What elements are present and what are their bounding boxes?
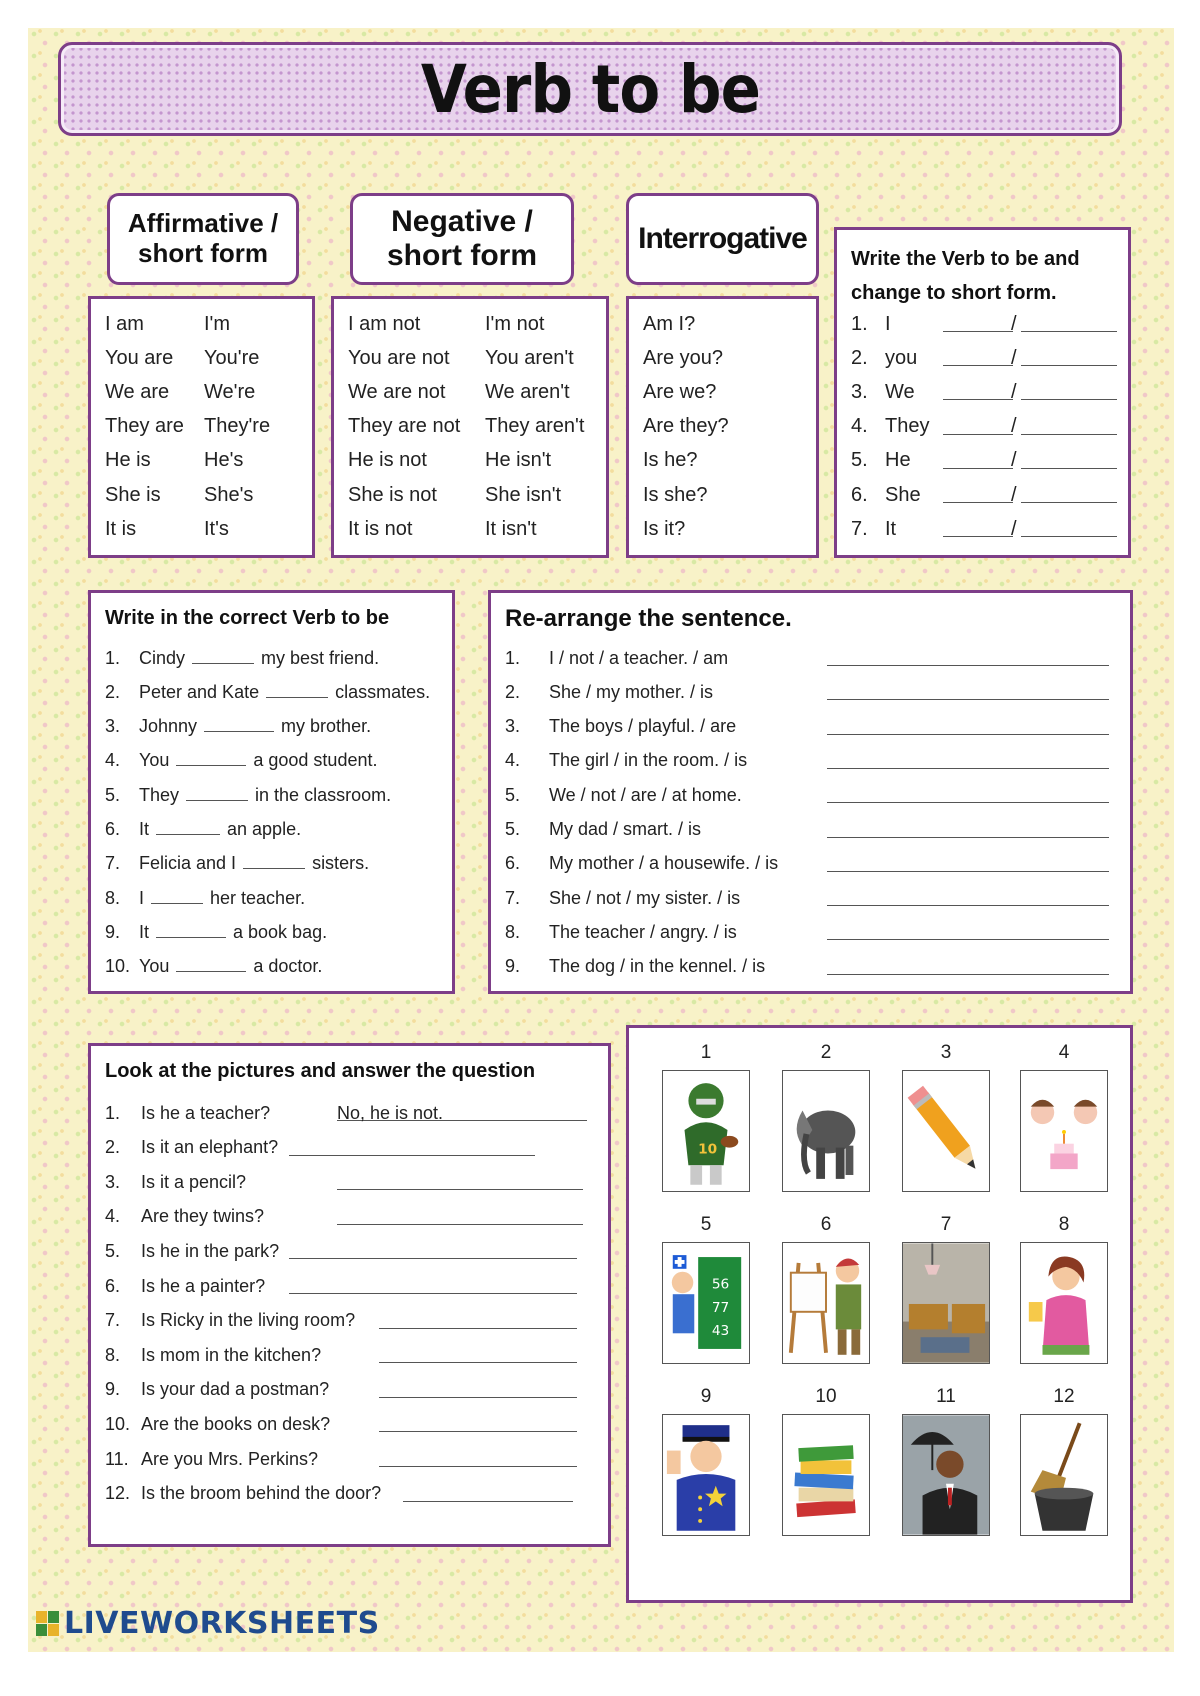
affirmative-full: She is bbox=[105, 483, 161, 506]
slash-divider: / bbox=[1011, 517, 1017, 540]
pronoun: you bbox=[885, 346, 918, 369]
sentence-end: in the classroom. bbox=[255, 784, 392, 805]
answer-line[interactable] bbox=[289, 1293, 577, 1294]
shortform-item bbox=[837, 375, 1128, 409]
negative-short: You aren't bbox=[485, 346, 574, 369]
title-banner bbox=[58, 42, 1122, 136]
affirmative-short: I'm bbox=[204, 312, 231, 335]
scrambled-sentence: My dad / smart. / is bbox=[549, 819, 702, 839]
picture-question-item bbox=[91, 1442, 608, 1476]
question-text: Is he a teacher? bbox=[141, 1102, 271, 1123]
books-stack-icon bbox=[782, 1414, 870, 1536]
affirmative-full: They are bbox=[105, 415, 184, 438]
sentence-start: They bbox=[139, 784, 180, 805]
verb-blank[interactable] bbox=[156, 937, 226, 938]
sentence-end: her teacher. bbox=[210, 887, 306, 908]
rearrange-item bbox=[491, 744, 1130, 778]
rearrange-item bbox=[491, 847, 1130, 881]
answer-line[interactable] bbox=[827, 699, 1109, 700]
elephant-icon bbox=[782, 1070, 870, 1192]
rearrange-heading: Re-arrange the sentence. bbox=[505, 605, 792, 632]
scrambled-sentence: The dog / in the kennel. / is bbox=[549, 956, 766, 977]
answer-line[interactable] bbox=[337, 1189, 583, 1190]
sentence bbox=[139, 853, 369, 874]
answer-line[interactable] bbox=[827, 768, 1109, 769]
picture-number: 8 bbox=[1058, 1214, 1070, 1235]
svg-text:56: 56 bbox=[711, 1276, 730, 1293]
item-number: 12. bbox=[105, 1483, 131, 1504]
tab-interrogative bbox=[626, 193, 819, 285]
negative-row bbox=[334, 341, 606, 375]
picture-number: 1 bbox=[700, 1042, 712, 1063]
answer-line[interactable] bbox=[379, 1466, 577, 1467]
picture-number: 6 bbox=[820, 1214, 832, 1235]
affirmative-short: He's bbox=[204, 449, 244, 472]
sentence-end: an apple. bbox=[227, 819, 302, 839]
slash-divider: / bbox=[1011, 380, 1017, 403]
correct-verb-item bbox=[91, 950, 452, 984]
answer-line[interactable] bbox=[827, 734, 1109, 735]
logo-blocks-icon bbox=[36, 1611, 60, 1637]
picture-question-item bbox=[91, 1477, 608, 1511]
picture-question-item bbox=[91, 1131, 608, 1165]
sentence-start: You bbox=[139, 956, 170, 977]
tab-interrogative-label: Interrogative bbox=[638, 221, 807, 255]
answer-blank-short[interactable] bbox=[1021, 399, 1117, 400]
item-number: 1. bbox=[505, 647, 521, 668]
negative-full: They are not bbox=[348, 415, 461, 438]
item-number: 3. bbox=[851, 380, 868, 403]
affirmative-short: We're bbox=[204, 380, 256, 403]
sentence-end: a good student. bbox=[253, 750, 378, 771]
correct-verb-item bbox=[91, 710, 452, 744]
living-room-icon bbox=[902, 1242, 990, 1364]
correct-verb-item bbox=[91, 915, 452, 949]
verb-blank[interactable] bbox=[204, 731, 274, 732]
picture-number: 12 bbox=[1053, 1386, 1075, 1407]
sentence bbox=[139, 750, 377, 771]
item-number: 1. bbox=[105, 1102, 121, 1123]
scrambled-sentence: I / not / a teacher. / am bbox=[549, 647, 729, 668]
verb-blank[interactable] bbox=[266, 697, 328, 698]
sentence-end: classmates. bbox=[335, 681, 431, 702]
sentence bbox=[139, 682, 430, 703]
picture-questions-heading: Look at the pictures and answer the question bbox=[105, 1060, 536, 1082]
item-number: 5. bbox=[505, 819, 521, 839]
item-number: 7. bbox=[505, 887, 521, 908]
svg-text:43: 43 bbox=[711, 1323, 730, 1340]
interrogative-question: Is it? bbox=[643, 517, 686, 540]
answer-line[interactable] bbox=[379, 1431, 577, 1432]
sentence bbox=[139, 922, 327, 943]
page-title: Verb to be bbox=[420, 50, 760, 128]
scrambled-sentence: She / not / my sister. / is bbox=[549, 887, 741, 908]
sentence-start: Johnny bbox=[139, 716, 198, 737]
slash-divider: / bbox=[1011, 346, 1017, 369]
answer-line[interactable] bbox=[379, 1328, 577, 1329]
answer-line[interactable] bbox=[827, 939, 1109, 940]
shortform-item bbox=[837, 307, 1128, 341]
scrambled-sentence: We / not / are / at home. bbox=[549, 784, 742, 805]
item-number: 6. bbox=[851, 483, 868, 506]
item-number: 1. bbox=[105, 647, 121, 668]
verb-blank[interactable] bbox=[156, 834, 220, 835]
sentence-end: my brother. bbox=[281, 716, 372, 737]
picture-number: 10 bbox=[815, 1386, 837, 1407]
correct-verb-heading: Write in the correct Verb to be bbox=[105, 607, 390, 629]
shortform-item bbox=[837, 444, 1128, 478]
correct-verb-item bbox=[91, 744, 452, 778]
answer-line[interactable] bbox=[827, 665, 1109, 666]
scrambled-sentence: The teacher / angry. / is bbox=[549, 921, 737, 942]
affirmative-short: It's bbox=[204, 517, 229, 540]
pronoun: She bbox=[885, 483, 921, 506]
picture-question-item bbox=[91, 1304, 608, 1338]
item-number: 3. bbox=[105, 716, 121, 737]
interrogative-row bbox=[629, 341, 816, 375]
picture-number: 4 bbox=[1058, 1042, 1070, 1063]
negative-full: He is not bbox=[348, 449, 427, 472]
question-text: Is it an elephant? bbox=[141, 1137, 279, 1158]
picture-question-item bbox=[91, 1200, 608, 1234]
correct-verb-item bbox=[91, 881, 452, 915]
answer-line[interactable] bbox=[827, 974, 1109, 975]
pronoun: I bbox=[885, 312, 891, 335]
rearrange-item bbox=[491, 778, 1130, 812]
rearrange-item bbox=[491, 710, 1130, 744]
pronoun: They bbox=[885, 415, 930, 438]
answer-line[interactable] bbox=[379, 1397, 577, 1398]
item-number: 2. bbox=[505, 681, 521, 702]
rearrange-item bbox=[491, 950, 1130, 984]
rearrange-item bbox=[491, 881, 1130, 915]
teacher-chalkboard-icon bbox=[662, 1242, 750, 1364]
item-number: 4. bbox=[105, 750, 121, 771]
broom-bucket-icon bbox=[1020, 1414, 1108, 1536]
item-number: 2. bbox=[105, 681, 121, 702]
interrogative-question: Is he? bbox=[643, 449, 698, 472]
negative-short: She isn't bbox=[485, 483, 562, 506]
item-number: 5. bbox=[851, 449, 868, 472]
question-text: Are the books on desk? bbox=[141, 1413, 331, 1434]
verb-blank[interactable] bbox=[192, 663, 254, 664]
verb-blank[interactable] bbox=[151, 903, 203, 904]
item-number: 6. bbox=[105, 819, 121, 839]
scrambled-sentence: The boys / playful. / are bbox=[549, 716, 737, 737]
sentence-end: sisters. bbox=[312, 853, 370, 874]
item-number: 4. bbox=[851, 415, 868, 438]
pronoun: We bbox=[885, 380, 915, 403]
svg-text:10: 10 bbox=[698, 1141, 718, 1158]
answer-blank-full[interactable] bbox=[943, 536, 1013, 537]
item-number: 9. bbox=[105, 1379, 121, 1400]
shortform-exercise bbox=[834, 227, 1131, 558]
slash-divider: / bbox=[1011, 483, 1017, 506]
negative-full: We are not bbox=[348, 380, 446, 403]
item-number: 6. bbox=[505, 853, 521, 874]
shortform-heading: Write the Verb to be and change to short form. bbox=[851, 248, 1080, 304]
negative-full: It is not bbox=[348, 517, 413, 540]
item-number: 7. bbox=[105, 1310, 121, 1331]
interrogative-question: Are they? bbox=[643, 415, 729, 438]
negative-full: I am not bbox=[348, 312, 421, 335]
tab-negative-label: Negative / short form bbox=[387, 204, 537, 272]
negative-full: You are not bbox=[348, 346, 450, 369]
question-text: Is the broom behind the door? bbox=[141, 1483, 382, 1504]
answer-blank-full[interactable] bbox=[943, 468, 1013, 469]
liveworksheets-logo bbox=[36, 1606, 380, 1641]
answer-blank-short[interactable] bbox=[1021, 502, 1117, 503]
scrambled-sentence: The girl / in the room. / is bbox=[549, 750, 748, 771]
sentence bbox=[139, 648, 379, 669]
scrambled-sentence: My mother / a housewife. / is bbox=[549, 853, 779, 874]
sentence-start: Felicia and I bbox=[139, 853, 237, 874]
item-number: 5. bbox=[105, 784, 121, 805]
affirmative-full: It is bbox=[105, 517, 137, 540]
negative-short: It isn't bbox=[485, 517, 537, 540]
correct-verb-item bbox=[91, 778, 452, 812]
interrogative-row bbox=[629, 444, 816, 478]
scrambled-sentence: She / my mother. / is bbox=[549, 681, 714, 702]
sentence-start: It bbox=[139, 819, 150, 839]
item-number: 10. bbox=[105, 1413, 131, 1434]
picture-question-item bbox=[91, 1407, 608, 1441]
sentence-start: It bbox=[139, 921, 150, 942]
answer-line[interactable] bbox=[827, 802, 1109, 803]
picture-number: 9 bbox=[700, 1386, 712, 1407]
sentence-end: a book bag. bbox=[233, 921, 328, 942]
picture-question-item bbox=[91, 1269, 608, 1303]
affirmative-row bbox=[91, 375, 312, 409]
pictures-panel bbox=[626, 1025, 1133, 1603]
question-text: Is he a painter? bbox=[141, 1275, 266, 1296]
interrogative-row bbox=[629, 375, 816, 409]
shortform-item bbox=[837, 512, 1128, 546]
correct-verb-item bbox=[91, 675, 452, 709]
tab-affirmative bbox=[107, 193, 299, 285]
answer-line[interactable] bbox=[337, 1224, 583, 1225]
interrogative-row bbox=[629, 307, 816, 341]
negative-row bbox=[334, 410, 606, 444]
item-number: 5. bbox=[105, 1240, 121, 1261]
football-player-icon bbox=[662, 1070, 750, 1192]
item-number: 10. bbox=[105, 956, 131, 977]
correct-verb-item bbox=[91, 813, 452, 847]
police-officer-icon bbox=[662, 1414, 750, 1536]
negative-row bbox=[334, 444, 606, 478]
interrogative-question: Is she? bbox=[643, 483, 708, 506]
affirmative-row bbox=[91, 410, 312, 444]
sentence bbox=[139, 888, 305, 909]
answer-line[interactable] bbox=[827, 871, 1109, 872]
picture-number: 5 bbox=[700, 1214, 712, 1235]
interrogative-row bbox=[629, 512, 816, 546]
verb-blank[interactable] bbox=[186, 800, 248, 801]
item-number: 5. bbox=[505, 784, 521, 805]
item-number: 4. bbox=[105, 1206, 121, 1227]
answer-line[interactable] bbox=[379, 1362, 577, 1363]
picture-number: 11 bbox=[936, 1386, 956, 1407]
pencil-icon bbox=[902, 1070, 990, 1192]
logo-text: LIVEWORKSHEETS bbox=[64, 1606, 380, 1641]
answer-blank-full[interactable] bbox=[943, 399, 1013, 400]
svg-text:77: 77 bbox=[711, 1299, 730, 1316]
answer-blank-short[interactable] bbox=[1021, 365, 1117, 366]
affirmative-table bbox=[88, 296, 315, 558]
slash-divider: / bbox=[1011, 415, 1017, 438]
sentence bbox=[139, 785, 391, 806]
item-number: 4. bbox=[505, 750, 521, 771]
interrogative-row bbox=[629, 410, 816, 444]
affirmative-full: You are bbox=[105, 346, 174, 369]
item-number: 9. bbox=[105, 921, 121, 942]
shortform-item bbox=[837, 478, 1128, 512]
picture-questions-exercise bbox=[88, 1043, 611, 1547]
answer-blank-short[interactable] bbox=[1021, 468, 1117, 469]
rearrange-item bbox=[491, 641, 1130, 675]
negative-row bbox=[334, 512, 606, 546]
negative-full: She is not bbox=[348, 483, 437, 506]
answer-line[interactable] bbox=[827, 837, 1109, 838]
interrogative-list bbox=[626, 296, 819, 558]
man-umbrella-icon bbox=[902, 1414, 990, 1536]
item-number: 8. bbox=[105, 1344, 121, 1365]
picture-number: 3 bbox=[940, 1042, 952, 1063]
sentence bbox=[139, 956, 322, 977]
negative-row bbox=[334, 478, 606, 512]
sentence-start: Cindy bbox=[139, 647, 186, 668]
rearrange-item bbox=[491, 915, 1130, 949]
interrogative-question: Am I? bbox=[643, 312, 696, 335]
negative-row bbox=[334, 307, 606, 341]
answer-blank-full[interactable] bbox=[943, 365, 1013, 366]
answer-line[interactable] bbox=[289, 1258, 577, 1259]
twins-birthday-cake-icon bbox=[1020, 1070, 1108, 1192]
item-number: 2. bbox=[105, 1137, 121, 1158]
sentence-start: Peter and Kate bbox=[139, 681, 260, 702]
affirmative-row bbox=[91, 444, 312, 478]
rearrange-item bbox=[491, 813, 1130, 847]
question-text: Are you Mrs. Perkins? bbox=[141, 1448, 319, 1469]
item-number: 11. bbox=[105, 1448, 129, 1469]
affirmative-full: We are bbox=[105, 380, 170, 403]
answer-line[interactable] bbox=[403, 1501, 573, 1502]
item-number: 6. bbox=[105, 1275, 121, 1296]
affirmative-row bbox=[91, 512, 312, 546]
answer-line[interactable] bbox=[289, 1155, 535, 1156]
picture-question-item bbox=[91, 1096, 608, 1130]
shortform-item bbox=[837, 410, 1128, 444]
item-number: 7. bbox=[851, 517, 868, 540]
answer-blank-full[interactable] bbox=[943, 331, 1013, 332]
question-text: Is it a pencil? bbox=[141, 1171, 247, 1192]
slash-divider: / bbox=[1011, 312, 1017, 335]
affirmative-short: She's bbox=[204, 483, 254, 506]
interrogative-question: Are we? bbox=[643, 380, 717, 403]
item-number: 2. bbox=[851, 346, 868, 369]
item-number: 1. bbox=[851, 312, 868, 335]
affirmative-short: You're bbox=[204, 346, 260, 369]
correct-verb-exercise bbox=[88, 590, 455, 994]
verb-blank[interactable] bbox=[176, 971, 246, 972]
tab-negative bbox=[350, 193, 574, 285]
answer-line[interactable] bbox=[827, 905, 1109, 906]
sentence-end: my best friend. bbox=[261, 647, 380, 668]
pronoun: It bbox=[885, 517, 897, 540]
item-number: 3. bbox=[505, 716, 521, 737]
interrogative-question: Are you? bbox=[643, 346, 724, 369]
affirmative-row bbox=[91, 478, 312, 512]
affirmative-short: They're bbox=[204, 415, 271, 438]
tab-affirmative-label: Affirmative / short form bbox=[127, 208, 279, 268]
question-text: Is mom in the kitchen? bbox=[141, 1344, 322, 1365]
picture-question-item bbox=[91, 1165, 608, 1199]
negative-short: I'm not bbox=[485, 312, 545, 335]
sentence-start: You bbox=[139, 750, 170, 771]
correct-verb-item bbox=[91, 847, 452, 881]
negative-short: They aren't bbox=[485, 415, 585, 438]
correct-verb-item bbox=[91, 641, 452, 675]
shortform-item bbox=[837, 341, 1128, 375]
slash-divider: / bbox=[1011, 449, 1017, 472]
affirmative-row bbox=[91, 307, 312, 341]
question-text: Is Ricky in the living room? bbox=[141, 1310, 356, 1331]
negative-short: He isn't bbox=[485, 449, 552, 472]
item-number: 8. bbox=[505, 921, 521, 942]
rearrange-item bbox=[491, 675, 1130, 709]
picture-question-item bbox=[91, 1234, 608, 1268]
verb-blank[interactable] bbox=[243, 868, 305, 869]
interrogative-row bbox=[629, 478, 816, 512]
sentence bbox=[139, 819, 301, 840]
sentence-end: a doctor. bbox=[253, 956, 323, 977]
item-number: 8. bbox=[105, 887, 121, 908]
question-text: Are they twins? bbox=[141, 1206, 265, 1227]
verb-blank[interactable] bbox=[176, 765, 246, 766]
sentence bbox=[139, 716, 371, 737]
picture-number: 2 bbox=[820, 1042, 832, 1063]
answer-blank-full[interactable] bbox=[943, 434, 1013, 435]
affirmative-full: He is bbox=[105, 449, 151, 472]
negative-short: We aren't bbox=[485, 380, 570, 403]
answer-blank-short[interactable] bbox=[1021, 434, 1117, 435]
painter-easel-icon bbox=[782, 1242, 870, 1364]
item-number: 9. bbox=[505, 956, 521, 977]
picture-question-item bbox=[91, 1373, 608, 1407]
example-answer: No, he is not. bbox=[337, 1102, 444, 1123]
sentence-start: I bbox=[139, 887, 145, 908]
pronoun: He bbox=[885, 449, 911, 472]
picture-question-item bbox=[91, 1338, 608, 1372]
woman-cooking-icon bbox=[1020, 1242, 1108, 1364]
picture-number: 7 bbox=[940, 1214, 952, 1235]
affirmative-full: I am bbox=[105, 312, 144, 335]
item-number: 3. bbox=[105, 1171, 121, 1192]
answer-blank-full[interactable] bbox=[943, 502, 1013, 503]
item-number: 7. bbox=[105, 853, 121, 874]
question-text: Is your dad a postman? bbox=[141, 1379, 330, 1400]
negative-table bbox=[331, 296, 609, 558]
rearrange-exercise bbox=[488, 590, 1133, 994]
question-text: Is he in the park? bbox=[141, 1240, 280, 1261]
answer-blank-short[interactable] bbox=[1021, 536, 1117, 537]
negative-row bbox=[334, 375, 606, 409]
answer-blank-short[interactable] bbox=[1021, 331, 1117, 332]
affirmative-row bbox=[91, 341, 312, 375]
